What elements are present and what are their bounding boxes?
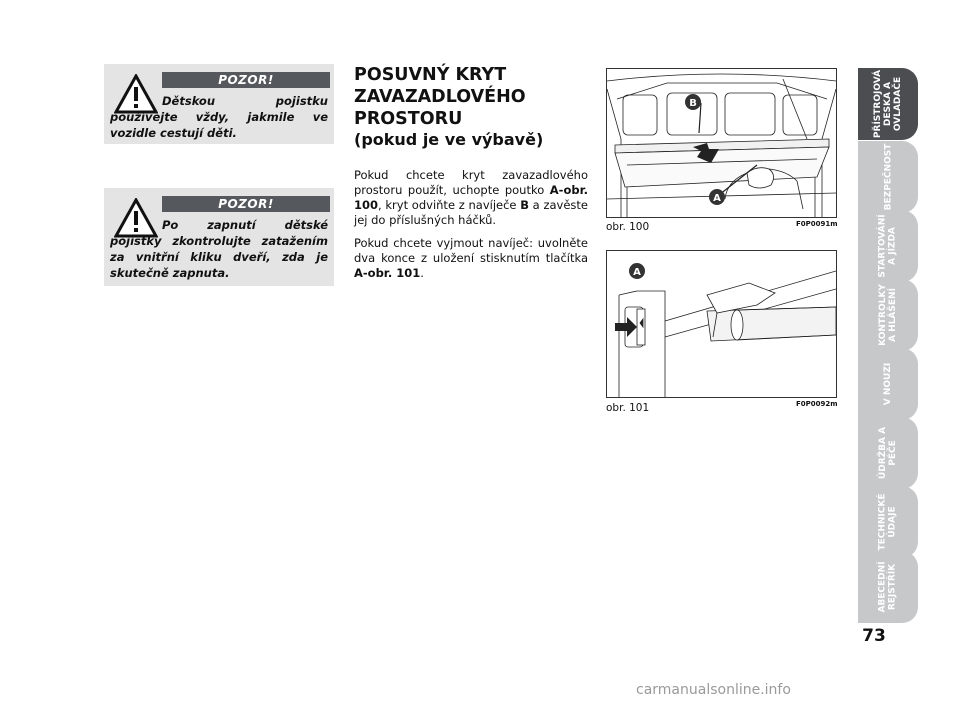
tab-v-nouzi[interactable] — [858, 348, 918, 420]
tab-pristrojova-deska[interactable] — [858, 68, 918, 140]
warning-header: POZOR! — [162, 196, 330, 212]
figure-caption: obr. 100 — [606, 221, 650, 233]
tab-label: PŘÍSTROJOVÁ DESKA A OVLADAČE — [873, 69, 903, 139]
text-run: a zavěste jej do příslušných háčků. — [354, 198, 588, 227]
tab-bezpecnost[interactable] — [858, 141, 918, 213]
tab-label: KONTROLKY A HLÁŠENÍ — [878, 284, 899, 346]
section-subtitle: (pokud je ve výbavě) — [354, 130, 544, 149]
tab-technicke-udaje[interactable] — [858, 486, 918, 558]
marker-a-label: A — [633, 267, 641, 278]
warning-text: Dětskou pojistku používejte vždy, jakmile ve vozidle cestují děti. — [110, 94, 328, 140]
tab-kontrolky[interactable] — [858, 279, 918, 351]
warning-box — [104, 64, 334, 144]
tab-label: ABECEDNÍ REJSTŘÍK — [877, 561, 898, 613]
figure-code: F0P0092m — [796, 400, 838, 408]
tab-label: BEZPEČNOST — [883, 143, 893, 211]
paragraph-use-cover — [354, 168, 588, 228]
tab-label: ÚDRŽBA A PÉČE — [877, 426, 898, 480]
roller-release-illustration — [607, 251, 836, 397]
warning-header: POZOR! — [162, 72, 330, 88]
text-run: Pokud chcete vyjmout navíječ: uvolněte dva konce z uložení stisknutím tlačítka — [354, 236, 588, 265]
marker-b-label: B — [689, 98, 697, 109]
figure-reference: A-obr. 101 — [354, 266, 421, 280]
tab-udrzba[interactable] — [858, 417, 918, 489]
tab-label: STARTOVÁNÍ A JÍZDA — [878, 214, 899, 278]
marker-a-label: A — [713, 193, 721, 204]
watermark: carmanualsonline.info — [636, 682, 791, 698]
warning-text: Po zapnutí dětské pojistky zkontrolujte zatažením za vnitřní kliku dveří, zda je skutečně zapnuta. — [110, 218, 328, 280]
tab-startovani[interactable] — [858, 210, 918, 282]
luggage-cover-illustration — [607, 69, 836, 217]
page-number: 73 — [862, 626, 886, 646]
figure-101 — [606, 250, 837, 398]
text-run: . — [420, 266, 424, 280]
figure-reference: A-obr. 100 — [354, 183, 588, 212]
tab-label: V NOUZI — [883, 362, 893, 406]
section-title: POSUVNÝ KRYT ZAVAZADLOVÉHO PROSTORU — [354, 65, 526, 129]
tab-abecedni-rejstrik[interactable] — [858, 551, 918, 623]
text-run: Pokud chcete kryt zavazadlového prostoru použít, uchopte poutko — [354, 168, 588, 197]
paragraph-remove-roller — [354, 236, 588, 281]
part-reference: B — [520, 198, 529, 212]
text-run: , kryt odviňte z navíječe — [378, 198, 521, 212]
warning-box — [104, 188, 334, 286]
figure-code: F0P0091m — [796, 220, 838, 228]
tab-label: TECHNICKÉ ÚDAJE — [877, 493, 898, 551]
figure-caption: obr. 101 — [606, 402, 650, 414]
figure-100 — [606, 68, 837, 218]
